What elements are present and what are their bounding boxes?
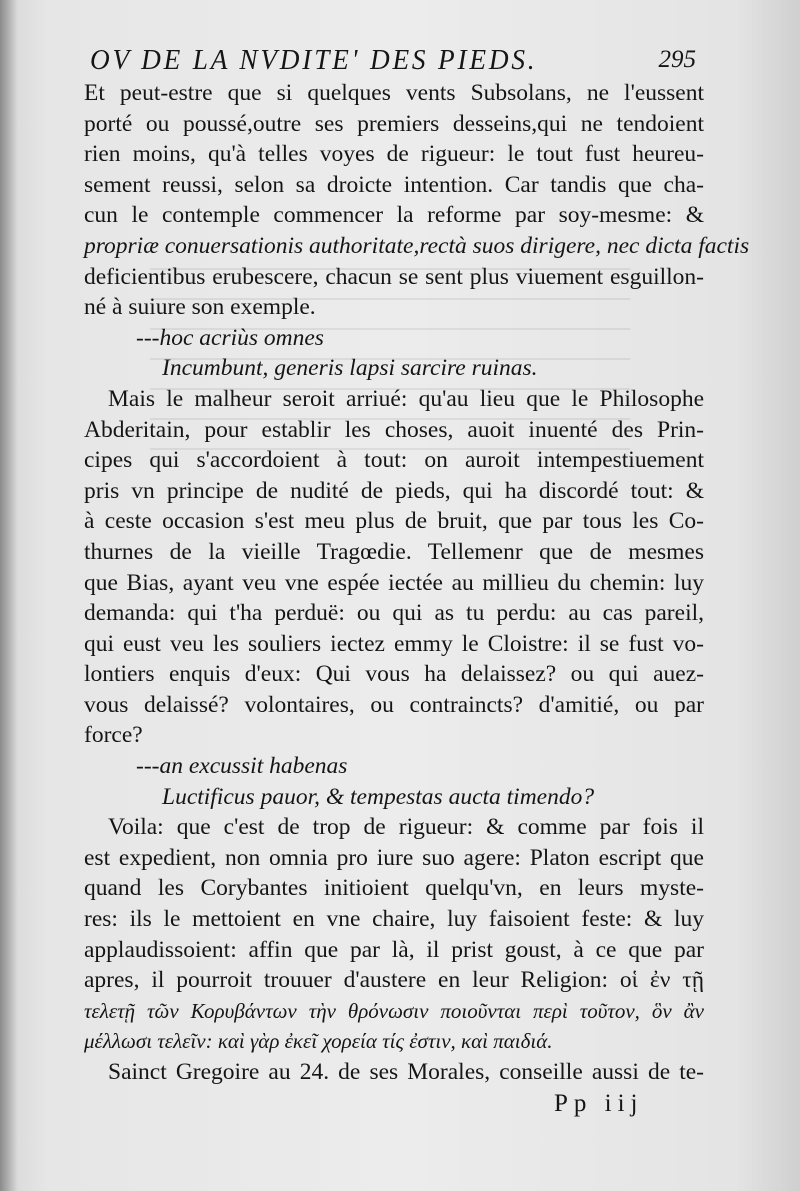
page-number: 295 xyxy=(658,46,696,73)
text-line: Sainct Gregoire au 24. de ses Morales, conseille aussi de te- xyxy=(108,1059,704,1085)
latin-line: propriæ conuersationis authoritate,rectà suos dirigere, nec dicta factis xyxy=(84,232,750,259)
text-line: porté ou poussé,outre ses premiers desseins,qui ne tendoient xyxy=(84,110,704,137)
text-line: apres, il pourroit trouuer d'austere en leur Religion: οἱ ἐν τῇ xyxy=(84,967,704,994)
text-line: applaudissoient: affin que par là, il prist goust, à ce que par xyxy=(84,936,704,963)
text-line: qui eust veu les souliers iectez emmy le Cloistre: il se fust vo- xyxy=(84,630,704,657)
text-line: cun le contemple commencer la reforme par soy-mesme: & xyxy=(84,202,704,229)
verse-line: ---hoc acriùs omnes xyxy=(136,324,324,351)
verse-line: Luctificus pauor, & tempestas aucta timendo? xyxy=(162,783,595,810)
text-line: Abderitain, pour establir les choses, auoit inuenté des Prin- xyxy=(84,416,704,443)
signature-line xyxy=(84,1090,704,1124)
signature-mark: Pp iij xyxy=(554,1089,644,1117)
text-line: vous delaissé? volontaires, ou contraincts? d'amitié, ou par xyxy=(84,691,704,718)
text-line: demanda: qui t'ha perduë: ou qui as tu perdu: au cas pareil, xyxy=(84,600,704,627)
text-line: force? xyxy=(84,722,143,749)
text-line: cipes qui s'accordoient à tout: on auroit intempestiuement xyxy=(84,447,704,474)
greek-line: μέλλωσι τελεῖν: καὶ γὰρ ἐκεῖ χορεία τίς ἐστιν, καὶ παιδιά. xyxy=(84,1029,553,1054)
text-line: lontiers enquis d'eux: Qui vous ha delaissez? ou qui auez- xyxy=(84,661,704,688)
text-line: est expedient, non omnia pro iure suo agere: Platon escript que xyxy=(84,844,704,871)
text-block xyxy=(84,40,750,1124)
text-line: pris vn principe de nudité de pieds, qui ha discordé tout: & xyxy=(84,477,704,504)
text-line: né à suiure son exemple. xyxy=(84,294,316,321)
text-line: Voila: que c'est de trop de rigueur: & comme par fois il xyxy=(108,814,704,841)
page-edge-shadow xyxy=(0,0,18,1191)
text-line: res: ils le mettoient en vne chaire, luy faisoient feste: & luy xyxy=(84,906,704,933)
text-line: sement reussi, selon sa droicte intention. Car tandis que cha- xyxy=(84,171,704,198)
greek-line: τελετῇ τῶν Κορυβάντων τὴν θρόνωσιν ποιοῦνται περὶ τοῦτον, ὃν ἂν xyxy=(84,998,704,1023)
verse-line: Incumbunt, generis lapsi sarcire ruinas. xyxy=(162,355,538,382)
text-line: Et peut-estre que si quelques vents Subsolans, ne l'eussent xyxy=(84,80,704,106)
page-header xyxy=(84,40,704,78)
text-line: à ceste occasion s'est meu plus de bruit, que par tous les Co- xyxy=(84,508,704,535)
text-line: thurnes de la vieille Tragœdie. Tellemenr que de mesmes xyxy=(84,538,704,565)
text-line: quand les Corybantes initioient quelqu'vn, en leurs myste- xyxy=(84,875,704,902)
text-line: rien moins, qu'à telles voyes de rigueur: le tout fust heureu- xyxy=(84,141,704,168)
text-line: deficientibus erubescere, chacun se sent plus viuement esguillon- xyxy=(84,263,704,290)
text-line: Mais le malheur seroit arriué: qu'au lieu que le Philosophe xyxy=(108,385,704,412)
running-title: OV DE LA NVDITE' DES PIEDS. xyxy=(90,44,538,76)
text-line: que Bias, ayant veu vne espée iectée au millieu du chemin: luy xyxy=(84,569,704,596)
verse-line: ---an excussit habenas xyxy=(136,753,348,780)
